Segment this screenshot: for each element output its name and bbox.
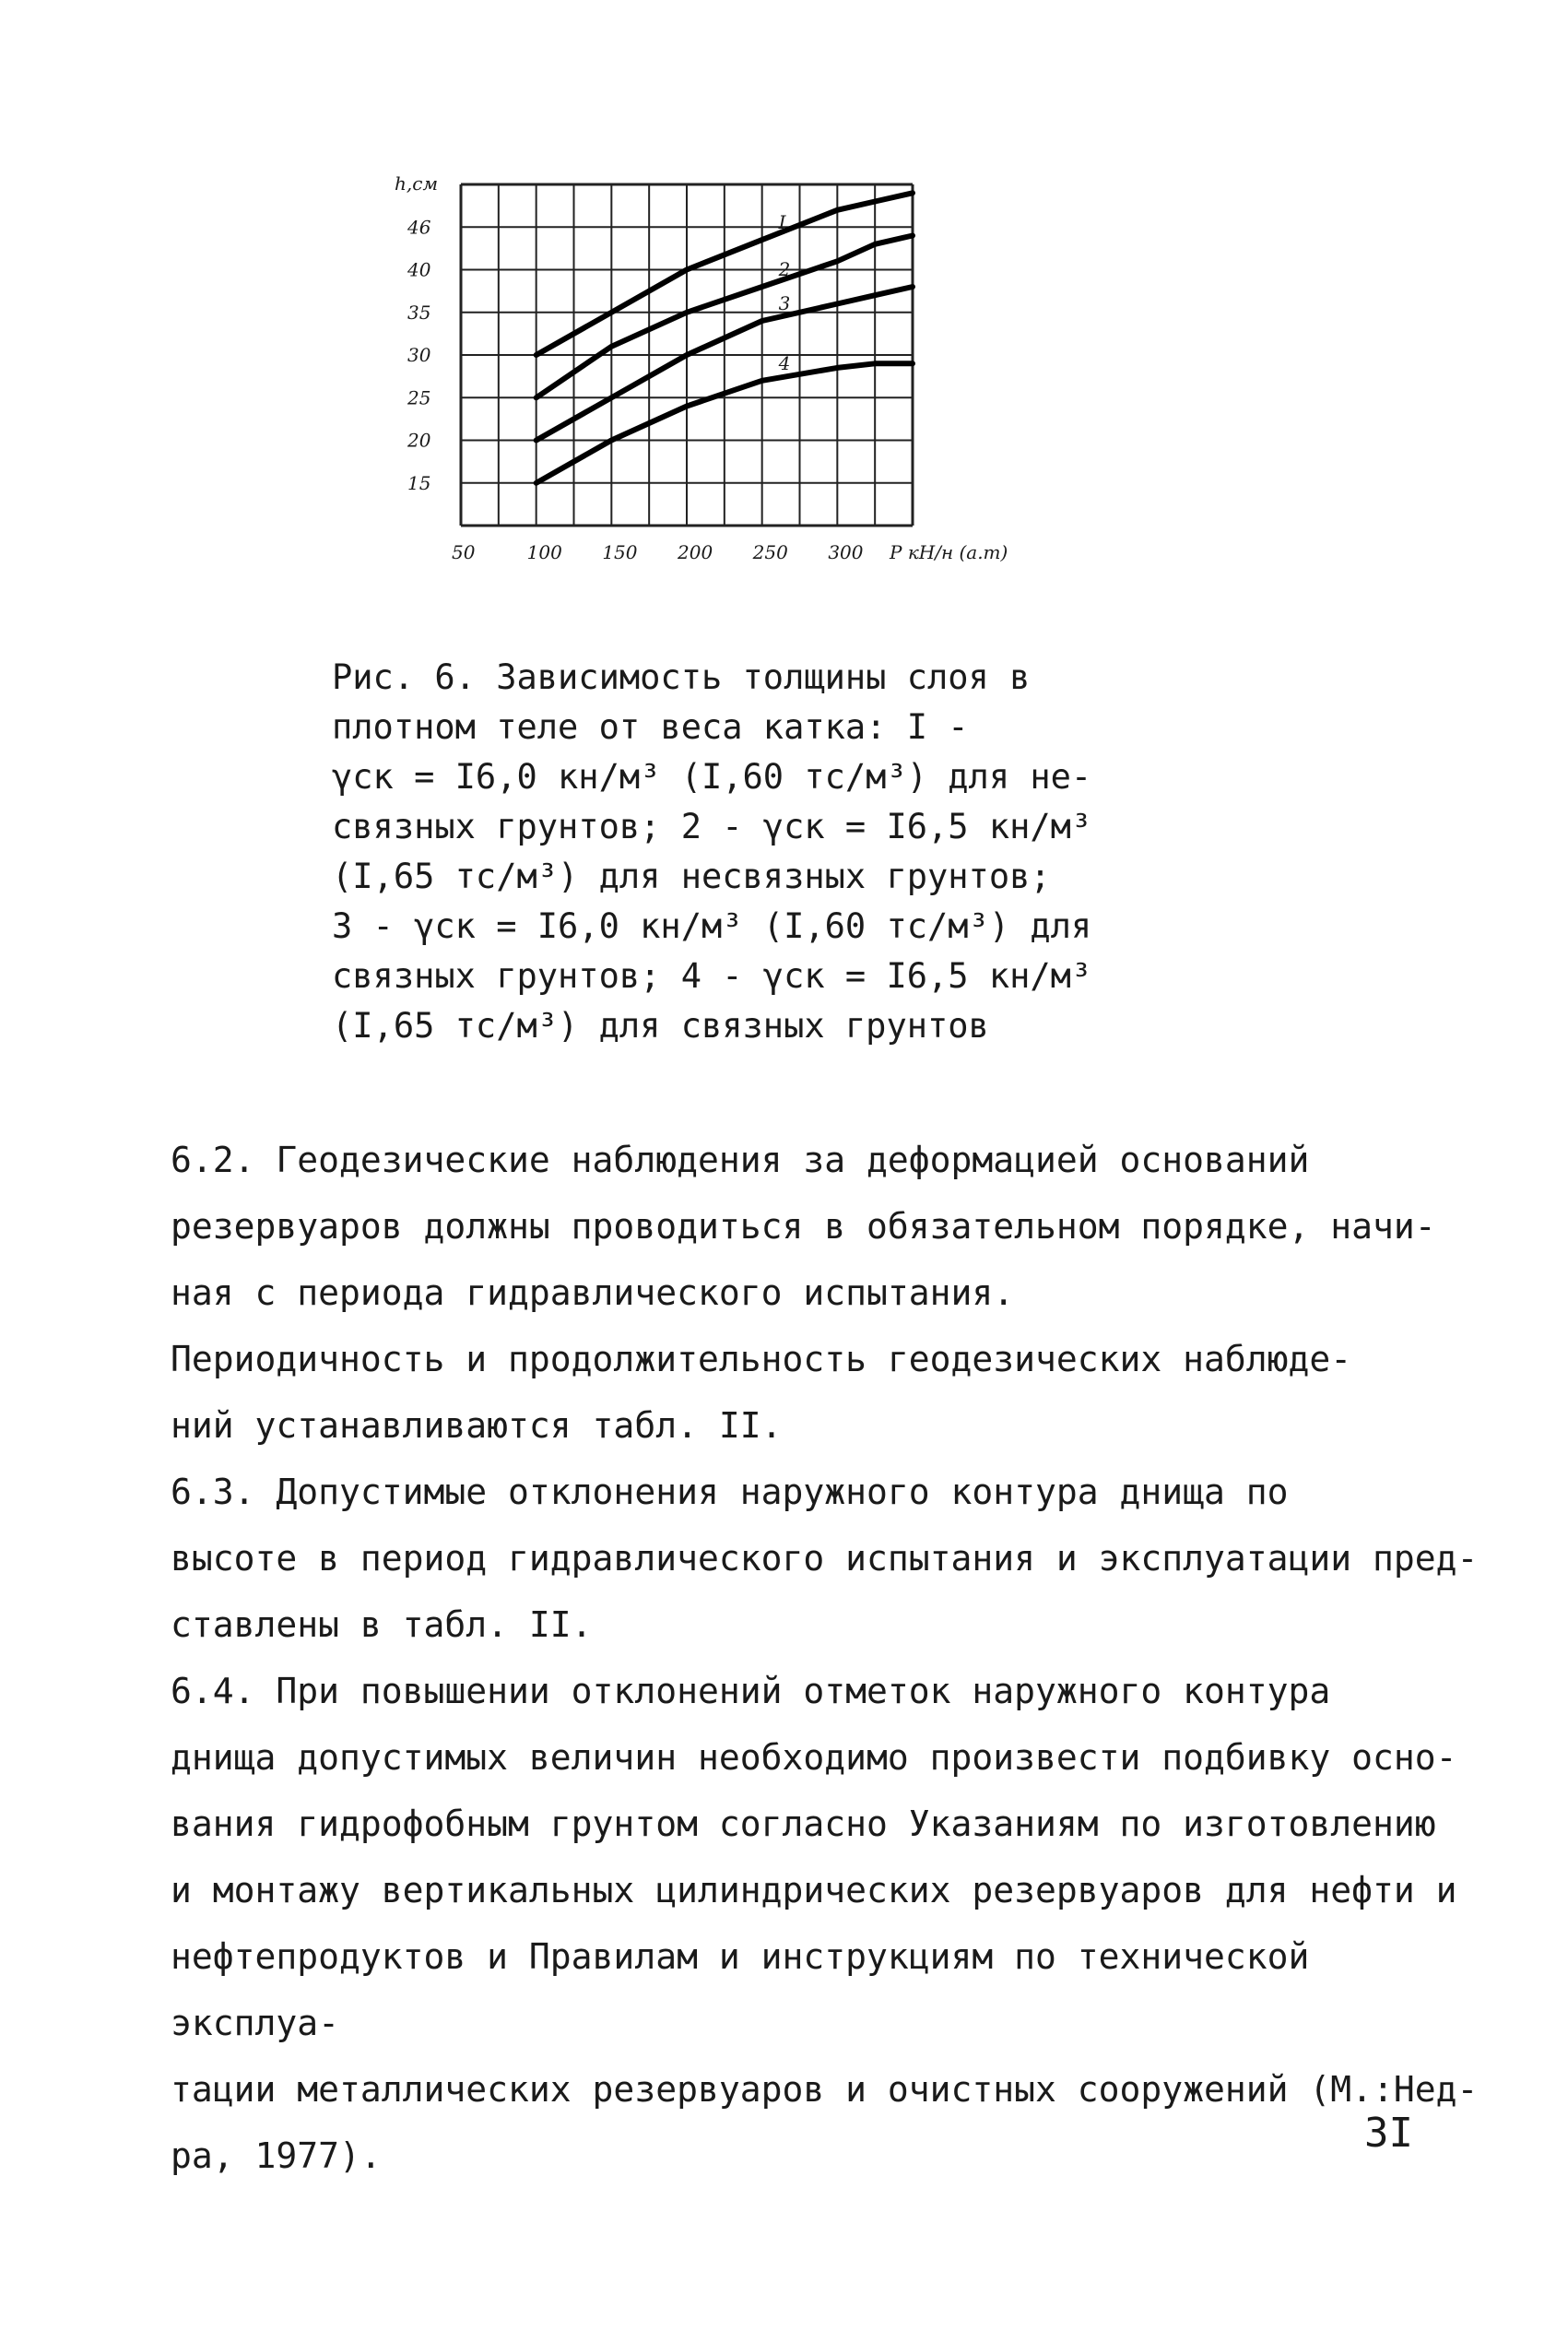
figure-caption: Рис. 6. Зависимость толщины слоя в плотном теле от веса катка: I - γск = I6,0 кн/м³ (I,60 тс/м³) для не- связных грунтов; 2 - γск = I6,5 кн/м³ (I,65 тс/м³) для несвязных грунтов; 3 - γск = I6,0 кн/м³ (I,60 тс/м³) для связных грунтов; 4 - γск = I6,5 кн/м³ (I,65 тс/м³) для связных грунтов	[332, 657, 1092, 1046]
y-tick-label: 15	[407, 471, 431, 494]
paragraph-6-4: 6.4. При повышении отклонений отметок наружного контура днища допустимых величин необходимо произвести подбивку осно- вания гидрофобным грунтом согласно Указаниям по изготовлению и монтажу вертикальных цилиндрических резервуаров для нефти и нефтепродуктов и Правилам и инструкциям по технической эксплуа- тации металлических резервуаров и очистных сооружений (М.:Нед- ра, 1977).	[171, 1671, 1479, 2176]
paragraph-6-3: 6.3. Допустимые отклонения наружного контура днища по высоте в период гидравлического испытания и эксплуатации пред- ставлены в табл. II.	[171, 1472, 1479, 1645]
soil-layer-chart	[387, 166, 1008, 609]
x-tick-label: 200	[678, 541, 713, 563]
y-axis-label: h,см	[395, 172, 439, 195]
y-tick-label: 30	[407, 344, 431, 366]
y-tick-label: 40	[407, 258, 431, 281]
series-label-2: 2	[778, 258, 791, 280]
y-tick-label: 20	[407, 429, 431, 452]
chart-labels	[395, 172, 1008, 563]
y-tick-label: 46	[407, 216, 431, 239]
page-number: 3I	[1364, 2110, 1413, 2157]
series-label-4: 4	[778, 351, 791, 374]
x-tick-label: 50	[452, 541, 476, 563]
y-tick-label: 25	[407, 386, 431, 409]
x-tick-label: 250	[752, 541, 788, 563]
x-axis-label: P кН/н (а.т)	[890, 541, 1008, 563]
x-tick-label: 300	[828, 541, 864, 563]
paragraph-6-2: 6.2. Геодезические наблюдения за деформацией оснований резервуаров должны проводиться в обязательном порядке, начи- ная с периода гидравлического испытания.	[171, 1140, 1436, 1313]
paragraph-periodicity: Периодичность и продолжительность геодезических наблюде- ний устанавливаются табл. II.	[171, 1339, 1352, 1446]
y-tick-label: 35	[407, 301, 431, 324]
series-label-3: 3	[778, 292, 791, 314]
series-label-1: I	[778, 211, 786, 234]
x-tick-label: 150	[602, 541, 638, 563]
x-tick-label: 100	[526, 541, 562, 563]
